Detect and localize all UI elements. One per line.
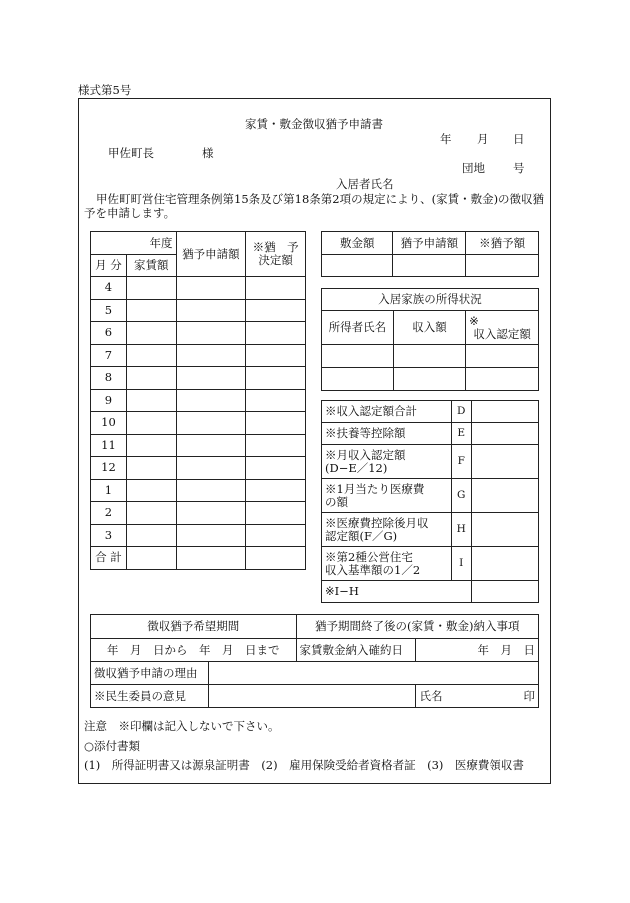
calc-label: [322, 479, 452, 513]
income-name-header: 所得者氏名: [322, 311, 394, 345]
decision-cell[interactable]: [246, 344, 306, 367]
danchi-go: 号: [513, 161, 525, 175]
opinion-value[interactable]: [208, 685, 416, 708]
decision-cell[interactable]: [246, 479, 306, 502]
month-cell: 2: [91, 502, 127, 525]
deposit-granted-header: ※猶予額: [466, 232, 539, 255]
app-cell[interactable]: [176, 457, 246, 480]
month-cell: 5: [91, 299, 127, 322]
month-cell: 7: [91, 344, 127, 367]
app-cell[interactable]: [176, 524, 246, 547]
decision-cell[interactable]: [246, 502, 306, 525]
month-cell: 6: [91, 322, 127, 345]
rent-cell[interactable]: [126, 344, 176, 367]
rent-year-label: 年度: [91, 232, 177, 255]
date-day: 日: [513, 132, 525, 146]
income-title: 入居家族の所得状況: [322, 289, 539, 311]
form-title: 家賃・敷金徴収猶予申請書: [245, 117, 383, 131]
attachments-label: ○添付書類: [84, 739, 141, 753]
attachments-list: (1) 所得証明書又は源泉証明書 (2) 雇用保険受給者資格者証 (3) 医療費領収書: [84, 758, 524, 772]
month-cell: 3: [91, 524, 127, 547]
payment-header: 猶予期間終了後の(家賃・敷金)納入事項: [296, 615, 538, 639]
pay-date-label: 家賃敷金納入確約日: [296, 639, 416, 662]
rent-total-cell[interactable]: [126, 547, 176, 570]
calc-table: [321, 400, 539, 603]
calc-value[interactable]: [471, 547, 538, 581]
app-cell[interactable]: [176, 322, 246, 345]
income-name-cell[interactable]: [322, 368, 394, 391]
calc-label: [322, 445, 452, 479]
income-recog-text: 収入認定額: [473, 326, 531, 341]
deposit-granted-cell[interactable]: [466, 255, 539, 277]
reason-value[interactable]: [208, 662, 538, 685]
seal-mark: 印: [523, 688, 535, 703]
total-label: 合 計: [91, 547, 127, 570]
calc-value[interactable]: [471, 423, 538, 445]
calc-label: ※収入認定額合計: [322, 401, 452, 423]
calc-label-line2: 収入基準額の1／2: [325, 562, 421, 577]
calc-label: ※I−H: [322, 581, 472, 603]
calc-value[interactable]: [471, 581, 538, 603]
calc-label-line2: (D−E／12): [325, 460, 388, 475]
calc-label-line1: ※第2種公営住宅: [325, 549, 413, 564]
body-text-2: 予を申請します。: [84, 206, 176, 220]
rent-cell[interactable]: [126, 479, 176, 502]
decision-cell[interactable]: [246, 457, 306, 480]
deposit-app-header: 猶予申請額: [393, 232, 466, 255]
reason-label: 徴収猶予申請の理由: [91, 662, 209, 685]
deposit-cell[interactable]: [322, 255, 393, 277]
income-table: [321, 288, 539, 391]
period-header: 徴収猶予希望期間: [91, 615, 297, 639]
rent-month-label: 月 分: [91, 255, 127, 277]
calc-label-line2: の額: [325, 494, 348, 509]
decision-cell[interactable]: [246, 389, 306, 412]
rent-cell[interactable]: [126, 277, 176, 300]
rent-cell[interactable]: [126, 367, 176, 390]
rent-cell[interactable]: [126, 434, 176, 457]
addressee-sama: 様: [202, 146, 214, 160]
calc-label: [322, 547, 452, 581]
deposit-table: [321, 231, 539, 277]
calc-letter: E: [451, 423, 471, 445]
app-cell[interactable]: [176, 299, 246, 322]
app-cell[interactable]: [176, 344, 246, 367]
income-amount-header: 収入額: [393, 311, 465, 345]
calc-letter: I: [451, 547, 471, 581]
rent-cell[interactable]: [126, 524, 176, 547]
decision-cell[interactable]: [246, 322, 306, 345]
month-cell: 12: [91, 457, 127, 480]
rent-decision-line1: ※猶 予: [252, 240, 299, 254]
date-year: 年: [440, 132, 452, 146]
income-recog-cell[interactable]: [466, 345, 539, 368]
calc-label-line1: ※1月当たり医療費: [325, 481, 425, 496]
income-recog-header: [466, 311, 539, 345]
decision-cell[interactable]: [246, 299, 306, 322]
name-label: 氏名: [419, 688, 443, 703]
app-cell[interactable]: [176, 502, 246, 525]
calc-letter: H: [451, 513, 471, 547]
body-text-1: 甲佐町町営住宅管理条例第15条及び第18条第2項の規定により、(家賃・敷金)の徴収猶: [96, 192, 545, 206]
deposit-header: 敷金額: [322, 232, 393, 255]
calc-value[interactable]: [471, 401, 538, 423]
calc-value[interactable]: [471, 513, 538, 547]
rent-cell[interactable]: [126, 457, 176, 480]
calc-letter: F: [451, 445, 471, 479]
calc-letter: G: [451, 479, 471, 513]
calc-label: ※扶養等控除額: [322, 423, 452, 445]
rent-decision-line2: 決定額: [258, 253, 293, 267]
opinion-label: ※民生委員の意見: [91, 685, 209, 708]
month-cell: 4: [91, 277, 127, 300]
app-cell[interactable]: [176, 367, 246, 390]
rent-cell[interactable]: [126, 412, 176, 435]
calc-value[interactable]: [471, 445, 538, 479]
date-month: 月: [477, 132, 489, 146]
calc-value[interactable]: [471, 479, 538, 513]
month-cell: 1: [91, 479, 127, 502]
decision-cell[interactable]: [246, 412, 306, 435]
income-recog-mark: ※: [469, 313, 479, 328]
calc-label-line1: ※月収入認定額: [325, 447, 406, 462]
app-total-cell[interactable]: [176, 547, 246, 570]
note-text: 注意 ※印欄は記入しないで下さい。: [84, 719, 280, 733]
month-cell: 11: [91, 434, 127, 457]
app-cell[interactable]: [176, 434, 246, 457]
app-cell[interactable]: [176, 389, 246, 412]
period-table: [90, 614, 539, 708]
income-name-cell[interactable]: [322, 345, 394, 368]
rent-cell[interactable]: [126, 502, 176, 525]
decision-cell[interactable]: [246, 434, 306, 457]
month-cell: 8: [91, 367, 127, 390]
month-cell: 10: [91, 412, 127, 435]
addressee-mayor: 甲佐町長: [108, 146, 154, 160]
calc-letter: D: [451, 401, 471, 423]
income-recog-cell[interactable]: [466, 368, 539, 391]
danchi-label: 団地: [462, 161, 485, 175]
form-number: 様式第5号: [78, 83, 132, 97]
calc-label-line1: ※医療費控除後月収: [325, 515, 429, 530]
app-cell[interactable]: [176, 277, 246, 300]
rent-cell[interactable]: [126, 322, 176, 345]
deposit-app-cell[interactable]: [393, 255, 466, 277]
period-text[interactable]: 年 月 日から 年 月 日まで: [91, 639, 297, 662]
decision-cell[interactable]: [246, 277, 306, 300]
calc-label: [322, 513, 452, 547]
income-amount-cell[interactable]: [393, 345, 465, 368]
rent-cell[interactable]: [126, 389, 176, 412]
rent-app-header: 猶予申請額: [176, 232, 246, 277]
rent-table: [90, 231, 306, 570]
pay-date-value[interactable]: 年 月 日: [416, 639, 539, 662]
rent-cell[interactable]: [126, 299, 176, 322]
opinion-signature[interactable]: [416, 685, 539, 708]
rent-decision-header: [246, 232, 306, 277]
month-cell: 9: [91, 389, 127, 412]
app-cell[interactable]: [176, 479, 246, 502]
decision-total-cell[interactable]: [246, 547, 306, 570]
decision-cell[interactable]: [246, 367, 306, 390]
rent-rent-label: 家賃額: [126, 255, 176, 277]
app-cell[interactable]: [176, 412, 246, 435]
decision-cell[interactable]: [246, 524, 306, 547]
resident-name-label: 入居者氏名: [336, 177, 394, 191]
calc-label-line2: 認定額(F／G): [325, 528, 398, 543]
income-amount-cell[interactable]: [393, 368, 465, 391]
